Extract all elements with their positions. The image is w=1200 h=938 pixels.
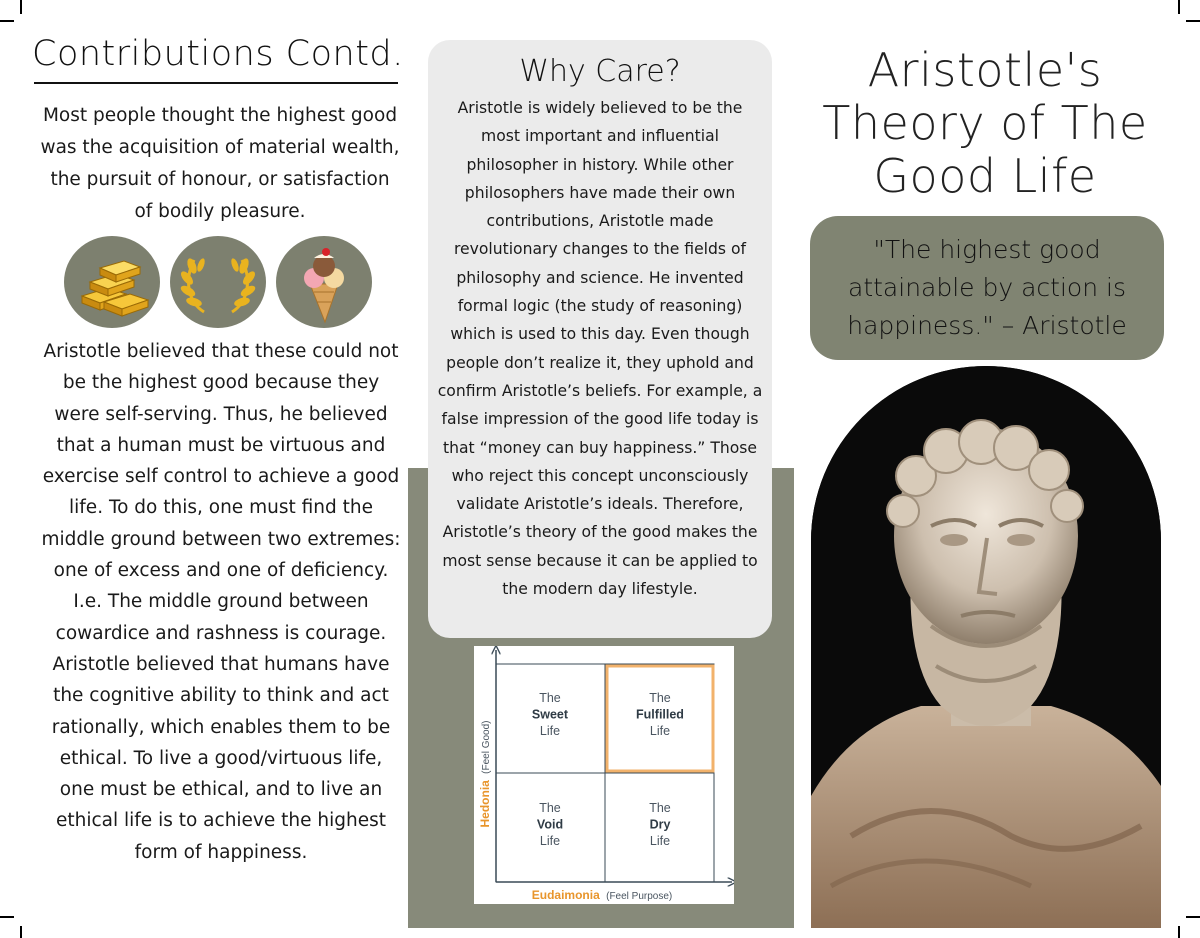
- contributions-intro-text: Most people thought the highest good was the acquisition of material wealth, the pursuit of honour, or satisfaction of bodily pleasure.: [40, 105, 400, 222]
- gold-bars-icon: [64, 236, 160, 328]
- why-care-card: [428, 40, 772, 638]
- why-care-title: Why Care?: [519, 54, 681, 89]
- aristotle-bust-image: [811, 366, 1161, 928]
- crop-mark: [20, 0, 22, 14]
- quadrant-label-fulfilled: The Fulfilled Life: [636, 691, 684, 738]
- title-line-2: Theory of The: [822, 96, 1148, 150]
- contributions-title: Contributions Contd.: [32, 34, 404, 74]
- quadrant-label-sweet: The Sweet Life: [531, 691, 569, 738]
- highest-good-icons: [64, 236, 384, 328]
- aristotle-belief-text: Aristotle believed that these could not be the highest good because they were self-serving. Thus, he believed that a human must be virtuous and exercise self control to achieve a good life. To do this, one must find the middle ground between two extremes: one of excess and one of deficiency. I.e. The middle ground between cowardice and rashness is courage. Aristotle believed that humans have the cognitive ability to think and act rationally, which enables them to be ethical. To live a good/virtuous life, one must be ethical, and to live an ethical life is to achieve the highest form of happiness.: [41, 341, 401, 863]
- quadrant-label-dry: The Dry Life: [649, 801, 671, 848]
- quadrant-label-void: The Void Life: [536, 801, 564, 848]
- crop-mark: [1178, 926, 1180, 938]
- crop-mark: [0, 916, 14, 918]
- crop-mark: [1186, 916, 1200, 918]
- crop-mark: [20, 926, 22, 938]
- crop-mark: [0, 20, 14, 22]
- ice-cream-cone-icon: [276, 236, 372, 328]
- title-line-3: Good Life: [873, 149, 1097, 203]
- why-care-text: Aristotle is widely believed to be the most important and influential philosopher in history. While other philosophers have made their own contributions, Aristotle made revolutionary changes to the fields of philosophy and science. He invented formal logic (the study of reasoning) which is used to this day. Even though people don’t realize it, they uphold and confirm Aristotle’s beliefs. For example, a false impression of the good life today is that “money can buy happiness.” Those who reject this concept unconsciously validate Aristotle’s ideals. Therefore, Aristotle’s theory of the good makes the most sense because it can be applied to the modern day lifestyle.: [437, 99, 763, 599]
- main-title: [804, 44, 1166, 203]
- title-underline: [34, 82, 398, 84]
- aristotle-quote: "The highest good attainable by action is happiness." – Aristotle: [847, 235, 1127, 340]
- quadrant-svg: [474, 646, 734, 904]
- wellbeing-quadrant-chart: [474, 646, 734, 904]
- title-line-1: Aristotle's: [867, 43, 1103, 97]
- quote-box: [810, 216, 1164, 360]
- crop-mark: [1186, 20, 1200, 22]
- x-axis-label: Eudaimonia (Feel Purpose): [531, 888, 673, 902]
- y-axis-label: Hedonia (Feel Good): [478, 720, 492, 828]
- laurel-wreath-icon: [170, 236, 266, 328]
- crop-mark: [1178, 0, 1180, 14]
